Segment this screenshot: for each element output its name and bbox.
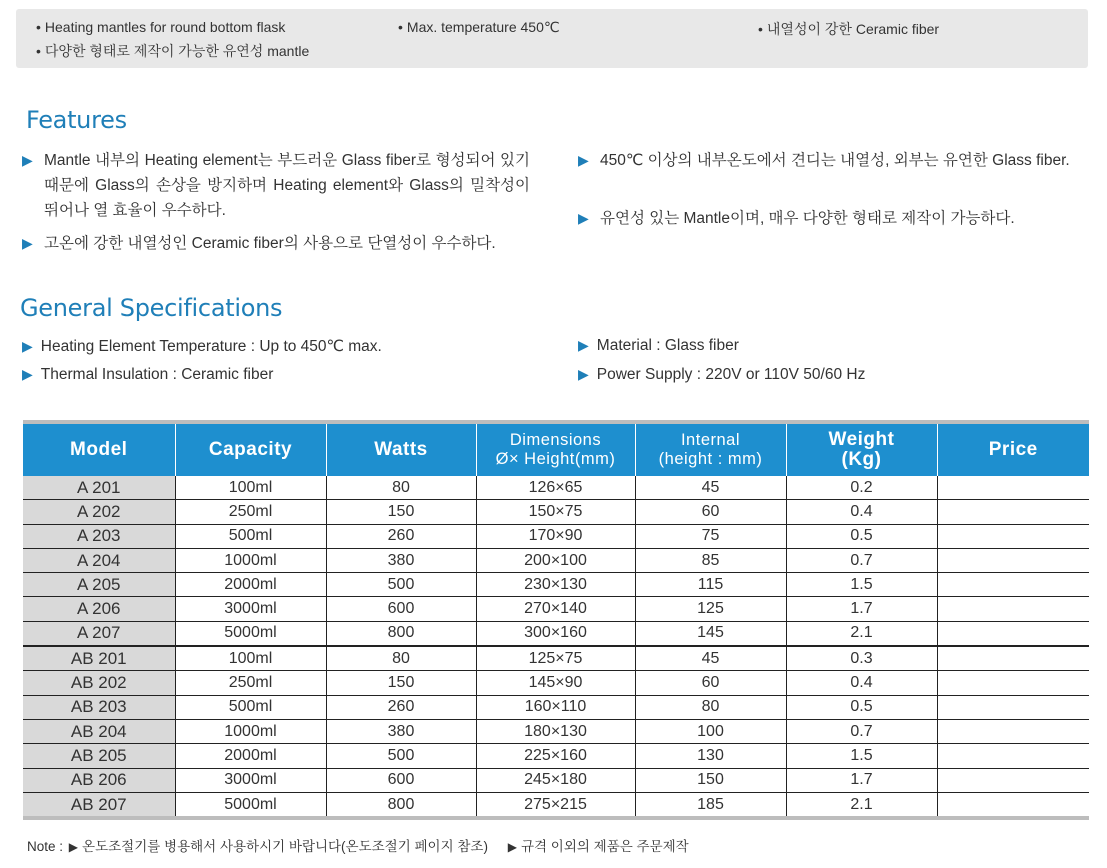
cell-capacity: 1000ml [175, 719, 326, 743]
triangle-bullet-icon: ▶ [22, 152, 33, 168]
cell-watts: 260 [326, 695, 476, 719]
cell-internal: 130 [635, 744, 786, 768]
table-row [23, 476, 1089, 500]
feature-bullet [22, 148, 530, 223]
cell-dimensions: 160×110 [476, 695, 635, 719]
cell-weight: 1.5 [786, 744, 937, 768]
cell-watts: 800 [326, 621, 476, 646]
cell-internal: 150 [635, 768, 786, 792]
cell-price [937, 500, 1089, 524]
table-row [23, 719, 1089, 743]
summary-item-text: 내열성이 강한 Ceramic fiber [766, 21, 940, 37]
cell-model: A 204 [23, 548, 175, 572]
summary-box [16, 9, 1088, 68]
cell-internal: 185 [635, 792, 786, 818]
cell-price [937, 597, 1089, 621]
cell-internal: 60 [635, 671, 786, 695]
cell-watts: 150 [326, 500, 476, 524]
cell-model: A 203 [23, 524, 175, 548]
table-row [23, 646, 1089, 671]
feature-bullet [22, 231, 542, 256]
cell-internal: 45 [635, 646, 786, 671]
cell-internal: 80 [635, 695, 786, 719]
table-row [23, 768, 1089, 792]
note-text: 온도조절기를 병용해서 사용하시기 바랍니다(온도조절기 페이지 참조) [82, 839, 488, 854]
cell-weight: 0.2 [786, 476, 937, 500]
header-model: Model [23, 422, 175, 476]
table-header-row [23, 422, 1089, 476]
cell-price [937, 476, 1089, 500]
cell-capacity: 3000ml [175, 768, 326, 792]
cell-dimensions: 126×65 [476, 476, 635, 500]
cell-watts: 600 [326, 768, 476, 792]
summary-item: • Max. temperature 450℃ [398, 19, 560, 35]
cell-weight: 1.7 [786, 597, 937, 621]
cell-price [937, 671, 1089, 695]
cell-dimensions: 225×160 [476, 744, 635, 768]
cell-capacity: 100ml [175, 476, 326, 500]
cell-internal: 100 [635, 719, 786, 743]
table-row [23, 695, 1089, 719]
cell-internal: 75 [635, 524, 786, 548]
table-row [23, 671, 1089, 695]
cell-dimensions: 275×215 [476, 792, 635, 818]
triangle-bullet-icon: ▶ [22, 366, 33, 382]
cell-model: AB 204 [23, 719, 175, 743]
cell-watts: 150 [326, 671, 476, 695]
table-row [23, 792, 1089, 818]
table-row [23, 548, 1089, 572]
note-text: 규격 이외의 제품은 주문제작 [520, 839, 689, 854]
triangle-bullet-icon: ▶ [578, 366, 589, 382]
spec-text: Material : Glass fiber [596, 337, 739, 354]
header-weight: Weight (Kg) [786, 422, 937, 476]
triangle-bullet-icon: ▶ [22, 338, 33, 354]
cell-model: AB 207 [23, 792, 175, 818]
cell-watts: 380 [326, 548, 476, 572]
table-row [23, 597, 1089, 621]
cell-model: AB 201 [23, 646, 175, 671]
table-row [23, 573, 1089, 597]
cell-internal: 145 [635, 621, 786, 646]
summary-item-text: 다양한 형태로 제작이 가능한 유연성 mantle [44, 43, 310, 59]
summary-item-text: Max. temperature 450℃ [406, 19, 560, 35]
cell-watts: 600 [326, 597, 476, 621]
cell-watts: 80 [326, 646, 476, 671]
cell-weight: 0.7 [786, 719, 937, 743]
cell-dimensions: 150×75 [476, 500, 635, 524]
triangle-bullet-icon: ▶ [68, 840, 79, 854]
summary-item-text: Heating mantles for round bottom flask [44, 19, 286, 35]
cell-price [937, 573, 1089, 597]
spec-text: Thermal Insulation : Ceramic fiber [40, 366, 274, 383]
cell-capacity: 100ml [175, 646, 326, 671]
cell-weight: 0.4 [786, 500, 937, 524]
cell-dimensions: 245×180 [476, 768, 635, 792]
spec-item [22, 337, 382, 356]
cell-price [937, 548, 1089, 572]
cell-model: AB 202 [23, 671, 175, 695]
cell-price [937, 719, 1089, 743]
cell-dimensions: 270×140 [476, 597, 635, 621]
cell-capacity: 2000ml [175, 573, 326, 597]
cell-internal: 60 [635, 500, 786, 524]
cell-watts: 500 [326, 573, 476, 597]
spec-item [578, 366, 865, 384]
header-watts: Watts [326, 422, 476, 476]
feature-bullet [578, 206, 1086, 231]
feature-text: Mantle 내부의 Heating element는 부드러운 Glass fiber로 형성되어 있기 때문에 Glass의 손상을 방지하며 Heating element와 Glass의 밀착성이 뛰어나 열 효율이 우수하다. [44, 152, 530, 219]
triangle-bullet-icon: ▶ [578, 337, 589, 353]
triangle-bullet-icon: ▶ [578, 152, 589, 168]
cell-capacity: 5000ml [175, 621, 326, 646]
note-label: Note : [27, 839, 64, 854]
cell-dimensions: 200×100 [476, 548, 635, 572]
cell-dimensions: 300×160 [476, 621, 635, 646]
table-row [23, 621, 1089, 646]
header-dimensions: Dimensions Ø× Height(mm) [476, 422, 635, 476]
cell-watts: 80 [326, 476, 476, 500]
cell-weight: 0.4 [786, 671, 937, 695]
feature-bullet [578, 148, 1086, 173]
cell-model: A 201 [23, 476, 175, 500]
cell-model: A 206 [23, 597, 175, 621]
cell-watts: 380 [326, 719, 476, 743]
triangle-bullet-icon: ▶ [507, 840, 517, 854]
spec-text: Power Supply : 220V or 110V 50/60 Hz [596, 366, 866, 383]
cell-price [937, 744, 1089, 768]
cell-capacity: 5000ml [175, 792, 326, 818]
cell-model: AB 203 [23, 695, 175, 719]
cell-price [937, 646, 1089, 671]
cell-model: A 202 [23, 500, 175, 524]
cell-internal: 115 [635, 573, 786, 597]
cell-internal: 85 [635, 548, 786, 572]
cell-capacity: 250ml [175, 500, 326, 524]
header-capacity: Capacity [175, 422, 326, 476]
feature-text: 고온에 강한 내열성인 Ceramic fiber의 사용으로 단열성이 우수하다. [44, 235, 496, 252]
summary-item: • Heating mantles for round bottom flask [36, 19, 286, 35]
header-internal: Internal (height : mm) [635, 422, 786, 476]
cell-weight: 0.5 [786, 524, 937, 548]
summary-item: • 내열성이 강한 Ceramic fiber [758, 21, 940, 37]
cell-weight: 1.7 [786, 768, 937, 792]
note [27, 835, 689, 855]
cell-internal: 45 [635, 476, 786, 500]
cell-weight: 0.7 [786, 548, 937, 572]
specs-table [23, 420, 1089, 820]
cell-capacity: 3000ml [175, 597, 326, 621]
cell-watts: 260 [326, 524, 476, 548]
header-price: Price [937, 422, 1089, 476]
cell-dimensions: 170×90 [476, 524, 635, 548]
table-row [23, 744, 1089, 768]
cell-model: AB 205 [23, 744, 175, 768]
cell-dimensions: 230×130 [476, 573, 635, 597]
summary-item: • 다양한 형태로 제작이 가능한 유연성 mantle [36, 43, 310, 59]
cell-weight: 2.1 [786, 792, 937, 818]
cell-capacity: 500ml [175, 524, 326, 548]
cell-watts: 800 [326, 792, 476, 818]
cell-capacity: 250ml [175, 671, 326, 695]
cell-weight: 2.1 [786, 621, 937, 646]
feature-text: 450℃ 이상의 내부온도에서 견디는 내열성, 외부는 유연한 Glass fiber. [600, 152, 1070, 169]
cell-dimensions: 180×130 [476, 719, 635, 743]
cell-capacity: 1000ml [175, 548, 326, 572]
table-row [23, 500, 1089, 524]
specs-title: General Specifications [20, 294, 283, 322]
triangle-bullet-icon: ▶ [22, 235, 33, 251]
spec-item [22, 366, 273, 384]
cell-model: AB 206 [23, 768, 175, 792]
spec-item [578, 337, 739, 355]
spec-text: Heating Element Temperature : Up to 450℃ max. [40, 338, 382, 355]
cell-capacity: 500ml [175, 695, 326, 719]
cell-weight: 0.5 [786, 695, 937, 719]
cell-price [937, 695, 1089, 719]
cell-dimensions: 125×75 [476, 646, 635, 671]
cell-model: A 205 [23, 573, 175, 597]
cell-internal: 125 [635, 597, 786, 621]
feature-text: 유연성 있는 Mantle이며, 매우 다양한 형태로 제작이 가능하다. [600, 210, 1015, 227]
cell-weight: 1.5 [786, 573, 937, 597]
table-body [23, 476, 1089, 818]
table-row [23, 524, 1089, 548]
cell-price [937, 621, 1089, 646]
cell-model: A 207 [23, 621, 175, 646]
cell-price [937, 524, 1089, 548]
features-title: Features [26, 106, 127, 134]
cell-weight: 0.3 [786, 646, 937, 671]
cell-watts: 500 [326, 744, 476, 768]
cell-capacity: 2000ml [175, 744, 326, 768]
cell-dimensions: 145×90 [476, 671, 635, 695]
cell-price [937, 768, 1089, 792]
triangle-bullet-icon: ▶ [578, 210, 589, 226]
cell-price [937, 792, 1089, 818]
